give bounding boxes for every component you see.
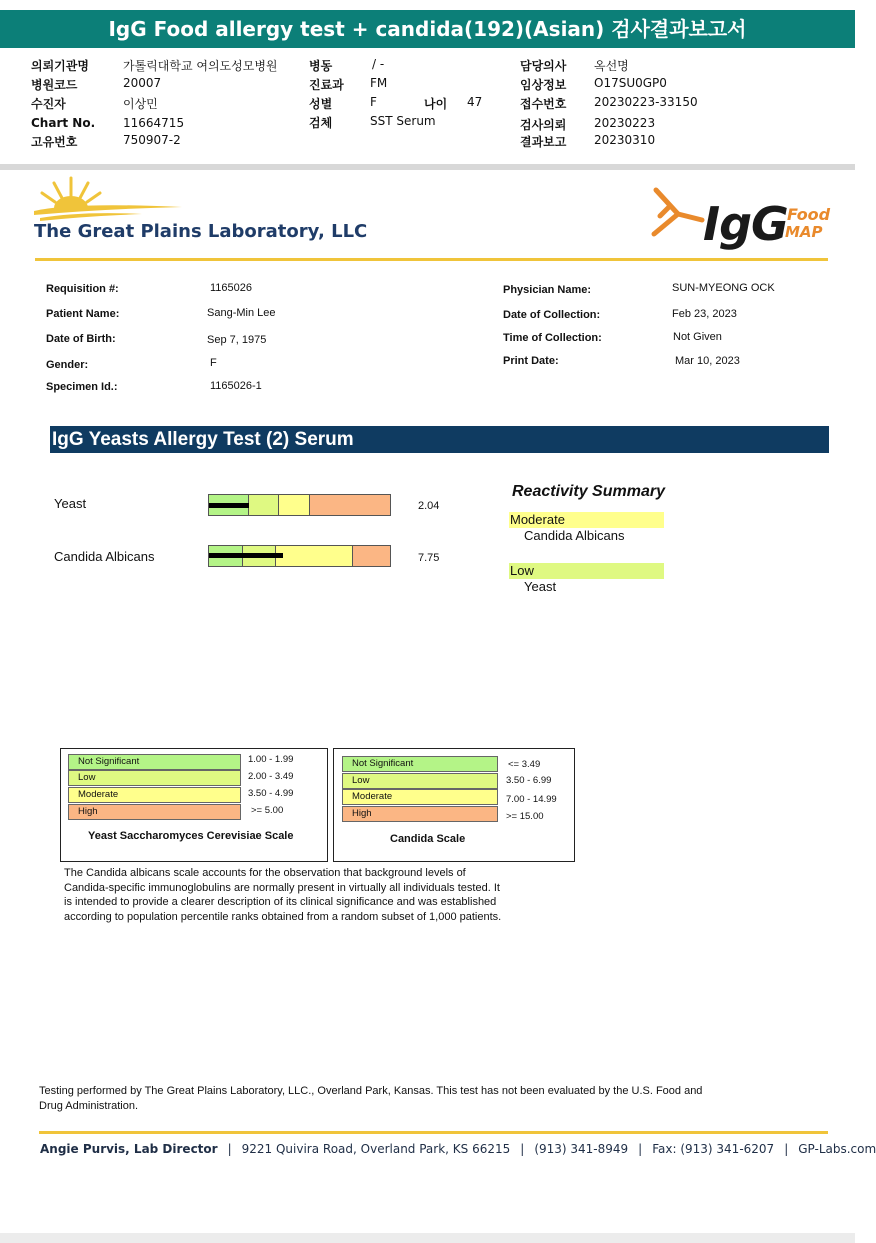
- section-title: IgG Yeasts Allergy Test (2) Serum: [50, 426, 829, 453]
- note-line: according to population percentile ranks obtained from a random subset of 1,000 patients.: [64, 910, 502, 923]
- footer-director: Angie Purvis, Lab Director: [40, 1142, 218, 1156]
- scale-range: >= 5.00: [251, 805, 284, 816]
- footer-address: 9221 Quivira Road, Overland Park, KS 66215: [241, 1142, 511, 1156]
- summary-item: Yeast: [524, 579, 557, 594]
- note-line: is intended to provide a clearer description of its clinical significance and was established: [64, 896, 497, 908]
- sex-label: 성별: [309, 97, 333, 111]
- scale-range: 3.50 - 4.99: [248, 788, 294, 799]
- receipt-no-value: 20230223-33150: [594, 95, 698, 109]
- note-line: Candida-specific immunoglobulins are normally present in virtually all individuals tested. It: [64, 881, 500, 894]
- collection-date-label: Date of Collection:: [503, 309, 601, 321]
- gender-label: Gender:: [46, 359, 89, 371]
- result-date-value: 20230310: [594, 133, 656, 147]
- summary-category-moderate: Moderate: [509, 512, 664, 528]
- gold-divider: [35, 258, 828, 261]
- doctor-value: 옥선명: [594, 59, 629, 73]
- footer-gold-divider: [39, 1131, 828, 1134]
- dob-label: Date of Birth:: [46, 333, 116, 345]
- specimen-id-label: Specimen Id.:: [46, 381, 118, 393]
- footer-separator: |: [520, 1142, 525, 1156]
- reactivity-summary-title: Reactivity Summary: [512, 483, 665, 500]
- footer-phone: (913) 341-8949: [534, 1142, 629, 1156]
- scale-row-high: High: [68, 804, 241, 820]
- chart-no-label: Chart No.: [31, 116, 96, 130]
- result-date-label: 결과보고: [520, 135, 567, 149]
- result-name-candida: Candida Albicans: [54, 549, 155, 564]
- print-date-label: Print Date:: [503, 355, 559, 367]
- bar-segment-moderate: [276, 546, 353, 566]
- collection-time-label: Time of Collection:: [503, 332, 602, 344]
- collection-time-value: Not Given: [673, 331, 722, 343]
- receipt-no-label: 접수번호: [520, 97, 567, 111]
- result-level-yeast: [209, 503, 249, 508]
- disclaimer-line: Drug Administration.: [39, 1099, 139, 1112]
- dob-value: Sep 7, 1975: [207, 334, 267, 346]
- clinical-info-value: O17SU0GP0: [594, 76, 667, 90]
- summary-category-low: Low: [509, 563, 664, 579]
- scale-row-low: Low: [68, 770, 241, 786]
- scale-row-moderate: Moderate: [342, 789, 498, 805]
- age-label: 나이: [424, 97, 448, 111]
- doctor-label: 담당의사: [520, 59, 567, 73]
- department-value: FM: [370, 76, 388, 90]
- bar-segment-high: [310, 495, 390, 515]
- lab-name: The Great Plains Laboratory, LLC: [34, 221, 368, 242]
- collection-date-value: Feb 23, 2023: [672, 308, 737, 320]
- physician-value: SUN-MYEONG OCK: [672, 282, 775, 294]
- result-value-candida: 7.75: [418, 552, 440, 564]
- scale-range: 7.00 - 14.99: [506, 794, 557, 805]
- patient-name-value: Sang-Min Lee: [207, 307, 276, 319]
- institution-value: 가톨릭대학교 여의도성모병원: [123, 59, 278, 73]
- scale-range: 1.00 - 1.99: [248, 754, 294, 765]
- igg-logo-text: IgG: [703, 197, 788, 251]
- physician-label: Physician Name:: [503, 284, 592, 296]
- bar-segment-high: [353, 546, 390, 566]
- header-separator: [0, 164, 855, 170]
- requisition-value: 1165026: [210, 282, 253, 294]
- bottom-page-edge: [0, 1233, 855, 1243]
- ward-value: / -: [372, 57, 385, 71]
- candida-scale-note: [64, 866, 534, 924]
- footer-contact: [40, 1142, 876, 1156]
- print-date-value: Mar 10, 2023: [675, 355, 740, 367]
- scale-range: >= 15.00: [506, 811, 544, 822]
- candida-scale-title: Candida Scale: [390, 833, 466, 845]
- footer-separator: |: [638, 1142, 643, 1156]
- specimen-kr-label: 검체: [309, 116, 333, 130]
- note-line: The Candida albicans scale accounts for the observation that background levels of: [64, 867, 466, 879]
- scale-row-moderate: Moderate: [68, 787, 241, 803]
- footer-web[interactable]: GP-Labs.com: [798, 1142, 876, 1156]
- bar-segment-moderate: [279, 495, 310, 515]
- request-date-value: 20230223: [594, 116, 656, 130]
- requisition-label: Requisition #:: [46, 283, 119, 295]
- scale-row-high: High: [342, 806, 498, 822]
- institution-label: 의뢰기관명: [31, 59, 89, 73]
- chart-no-value: 11664715: [123, 116, 185, 130]
- summary-item: Candida Albicans: [524, 528, 625, 543]
- scale-row-not-significant: Not Significant: [342, 756, 498, 772]
- scale-row-not-significant: Not Significant: [68, 754, 241, 770]
- hospital-code-value: 20007: [123, 76, 162, 90]
- sex-value: F: [370, 95, 377, 109]
- result-name-yeast: Yeast: [54, 496, 87, 511]
- yeast-scale-title: Yeast Saccharomyces Cerevisiae Scale: [88, 830, 294, 842]
- specimen-id-value: 1165026-1: [210, 380, 262, 392]
- candida-scale-box: [333, 748, 575, 862]
- patient-kr-label: 수진자: [31, 97, 66, 111]
- result-level-candida: [209, 553, 283, 558]
- ward-label: 병동: [309, 59, 333, 73]
- gender-value: F: [210, 357, 217, 369]
- bar-segment-low: [249, 495, 279, 515]
- department-label: 진료과: [309, 78, 344, 92]
- clinical-info-label: 임상정보: [520, 78, 567, 92]
- specimen-kr-value: SST Serum: [370, 114, 436, 128]
- sun-logo-icon: [32, 174, 182, 222]
- scale-row-low: Low: [342, 773, 498, 789]
- scale-range: 3.50 - 6.99: [506, 775, 552, 786]
- scale-range: 2.00 - 3.49: [248, 771, 294, 782]
- igg-logo-food: Food: [787, 205, 831, 224]
- patient-name-label: Patient Name:: [46, 308, 120, 320]
- disclaimer: [39, 1084, 819, 1113]
- unique-no-value: 750907-2: [123, 133, 181, 147]
- antibody-logo-icon: [648, 184, 708, 240]
- age-value: 47: [467, 95, 483, 109]
- footer-separator: |: [227, 1142, 232, 1156]
- footer-separator: |: [784, 1142, 789, 1156]
- result-value-yeast: 2.04: [418, 500, 440, 512]
- report-title-banner: IgG Food allergy test + candida(192)(Asian) 검사결과보고서: [0, 10, 855, 48]
- request-date-label: 검사의뢰: [520, 118, 567, 132]
- disclaimer-line: Testing performed by The Great Plains Laboratory, LLC., Overland Park, Kansas. This test has not been evaluated by the U.S. Food and: [39, 1085, 703, 1097]
- scale-range: <= 3.49: [508, 759, 541, 770]
- igg-logo-map: MAP: [785, 223, 823, 241]
- footer-fax: Fax: (913) 341-6207: [652, 1142, 775, 1156]
- yeast-scale-box: [60, 748, 328, 862]
- unique-no-label: 고유번호: [31, 135, 78, 149]
- hospital-code-label: 병원코드: [31, 78, 78, 92]
- patient-kr-value: 이상민: [123, 97, 158, 111]
